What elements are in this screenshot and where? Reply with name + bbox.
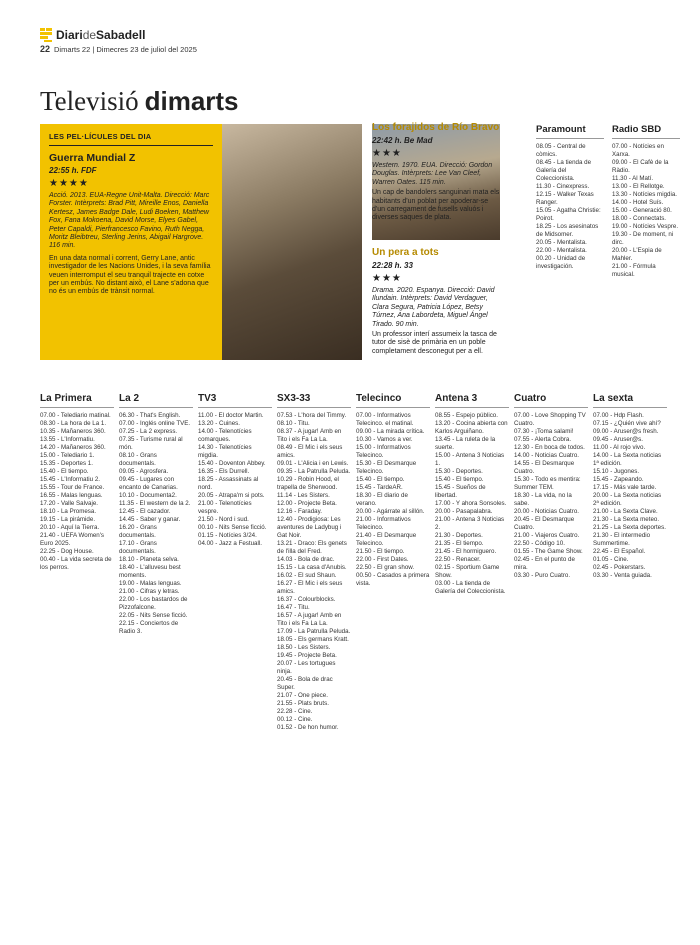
schedule-entry: 18.05 - Els germans Kratt.: [277, 636, 349, 643]
schedule-entry: 02.15 - Sportium Game Show.: [435, 564, 500, 579]
schedule-entry: 17.00 - Y ahora Sonsoles.: [435, 500, 507, 507]
schedule-entry: 08.10 - Titu.: [277, 420, 310, 427]
schedule-entry: 14.00 - Noticias Cuatro.: [514, 452, 579, 459]
film2: [372, 122, 500, 223]
channel-name: SX3-33: [277, 393, 351, 408]
schedule-entry: 15.45 - TardeAR.: [356, 484, 403, 491]
film2-meta: 22:42 h. Be Mad: [372, 136, 433, 145]
schedule-entry: 15.40 - El tiempo.: [435, 476, 484, 483]
schedule-entry: 14.00 - Telenotícies comarques.: [198, 428, 252, 443]
schedule-entry: 06.30 - That's English.: [119, 412, 181, 419]
schedule-entry: 14.00 - Hotel Suís.: [612, 199, 664, 206]
film3: [372, 247, 500, 356]
schedule-entry: 15.45 - L'Informatiu 2.: [40, 476, 100, 483]
schedule-entry: 18.25 - Los asesinatos de Midsomer.: [536, 223, 599, 238]
schedule-entry: 13.21 - Draco: Els genets de l'illa del Fred.: [277, 540, 347, 555]
schedule-entry: 15.30 - El Desmarque Telecinco.: [356, 460, 417, 475]
schedule-entry: 21.50 - Nord i sud.: [198, 516, 249, 523]
schedule-entry: 18.10 - La Promesa.: [40, 508, 97, 515]
schedule-entry: 07.00 - Hdp Flash.: [593, 412, 644, 419]
featured-film-box: [40, 124, 222, 360]
featured-kicker: LES PEL·LÍCULES DEL DIA: [49, 132, 152, 141]
schedule-entry: 15.00 - Telediario 1.: [40, 452, 95, 459]
schedule-entry: 12.40 - Prodigiosa: Les aventures de Ladybug i Gat Noir.: [277, 516, 342, 539]
schedule-entry: 07.00 - Notícies en Xarxa.: [612, 143, 664, 158]
featured-synopsis: En una data normal i corrent, Gerry Lane, antic investigador de les Nacions Unides, i la seva família veuen interromput el seu tranquil trajecte en cotxe per un embús. No distant això, el Lane s'adona que no és un embús de trànsit normal.: [49, 254, 211, 296]
channel-radio-sbd: [612, 124, 680, 279]
schedule-entry: 21.00 - Fórmula musical.: [612, 263, 656, 278]
schedule-entry: 15.15 - La casa d'Anubis.: [277, 564, 347, 571]
schedule-entry: 00.40 - La vida secreta de los perros.: [40, 556, 112, 571]
section-title: Televisió dimarts: [40, 86, 239, 116]
schedule-entry: 13.20 - Cocina abierta con Karlos Arguiñano.: [435, 420, 508, 435]
schedule-entry: 00.12 - Cine.: [277, 716, 313, 723]
schedule-entry: 15.30 - Deportes.: [435, 468, 483, 475]
channel-name: Telecinco: [356, 393, 430, 408]
schedule-entry: 21.40 - El Desmarque Telecinco.: [356, 532, 417, 547]
featured-credits: Acció. 2013. EUA-Regne Unit-Malta. Direcció: Marc Forster. Intèrprets: Brad Pitt, Mireille Enos, Daniella Kertesz, James Badge Dale, Ludi Boeken, Matthew Fox, Fana Mokoena, David Morse, Elyes Gabel, Peter Capaldi, Pierfrancesco Favino, Ruth Negga, Moritz Bleibtreu, Sterling Jerins, Abigail Hargrove. 116 min.: [49, 192, 210, 250]
schedule-entry: 21.00 - Informativos Telecinco.: [356, 516, 411, 531]
schedule-entry: 16.37 - Colourblocks.: [277, 596, 336, 603]
schedule-entry: 07.53 - L'hora del Timmy.: [277, 412, 347, 419]
schedule-entry: 08.10 - Grans documentals.: [119, 452, 157, 467]
schedule-entry: 20.45 - Bola de drac Super.: [277, 676, 333, 691]
schedule-entry: 15.35 - Deportes 1.: [40, 460, 93, 467]
channel-name: TV3: [198, 393, 272, 408]
schedule-entry: 09.45 - Aruser@s.: [593, 436, 643, 443]
schedule-entry: 09.35 - La Patrulla Peluda.: [277, 468, 351, 475]
schedule-entry: 15.00 - Informativos Telecinco.: [356, 444, 411, 459]
channel-paramount: [536, 124, 604, 271]
schedule-entry: 14.55 - El Desmarque Cuatro.: [514, 460, 575, 475]
schedule-entry: 09.45 - Lugares con encanto de Canarias.: [119, 476, 178, 491]
schedule-entry: 01.05 - Cine.: [593, 556, 629, 563]
schedule-entry: 14.45 - Saber y ganar.: [119, 516, 181, 523]
channel-name: Paramount: [536, 124, 604, 139]
schedule-entry: 08.45 - La tienda de Galería del Coleccionista.: [536, 159, 592, 182]
schedule-entry: 12.15 - Walker Texas Ranger.: [536, 191, 594, 206]
channel-column: [198, 393, 272, 548]
schedule-entry: 19.00 - Malas lenguas.: [119, 580, 182, 587]
schedule-entry: 10.10 - Documenta2.: [119, 492, 177, 499]
schedule-entry: 07.00 - Love Shopping TV Cuatro.: [514, 412, 586, 427]
schedule-entry: 10.29 - Robin Hood, el trapella de Sherwood.: [277, 476, 339, 491]
schedule-entry: 09.05 - Agrosfera.: [119, 468, 169, 475]
schedule-entry: 00.10 - Nits Sense ficció.: [198, 524, 267, 531]
schedule-entry: 03.30 - Venta guiada.: [593, 572, 652, 579]
schedule-entry: 21.45 - El hormiguero.: [435, 548, 497, 555]
schedule-entry: 18.30 - La vida, no la sabe.: [514, 492, 572, 507]
schedule-entry: 00.20 - Unidad de investigación.: [536, 255, 586, 270]
schedule-entry: 16.57 - A jugar! Amb en Tito i els Fa La La.: [277, 612, 342, 627]
schedule-entry: 12.00 - Projecte Beta.: [277, 500, 337, 507]
schedule-entry: 18.50 - Les Sisters.: [277, 644, 331, 651]
schedule-entry: 13.30 - Notícies migdia.: [612, 191, 677, 198]
schedule-entry: 07.35 - Turisme rural al món.: [119, 436, 183, 451]
schedule-entry: 08.30 - La hora de La 1.: [40, 420, 107, 427]
schedule-entry: 20.05 - Mentalista.: [536, 239, 587, 246]
schedule-entry: 15.45 - Sueños de libertad.: [435, 484, 486, 499]
channel-name: Radio SBD: [612, 124, 680, 139]
schedule-entry: 11.30 - Al Matí.: [612, 175, 654, 182]
schedule-entry: 22.05 - Nits Sense ficció.: [119, 612, 188, 619]
schedule-entry: 12.16 - Faraday.: [277, 508, 322, 515]
schedule-entry: 15.30 - Todo es mentira: Summer TEM.: [514, 476, 581, 491]
dateline: 22 Dimarts 22 | Dimecres 23 de juliol del 2025: [40, 44, 197, 54]
schedule-entry: 01.52 - De hon humor.: [277, 724, 339, 731]
schedule-entry: 14.03 - Bola de drac.: [277, 556, 335, 563]
schedule-entry: 16.27 - El Mic i els seus amics.: [277, 580, 343, 595]
schedule-entry: 09.00 - La mirada crítica.: [356, 428, 425, 435]
schedule-entry: 15.05 - Agatha Christie: Poirot.: [536, 207, 601, 222]
schedule-entry: 07.15 - ¿Quién vive ahí?: [593, 420, 661, 427]
schedule-entry: 18.00 - Connectats.: [612, 215, 667, 222]
schedule-entry: 15.00 - Antena 3 Noticias 1.: [435, 452, 505, 467]
logo: [40, 28, 680, 42]
channel-name: Antena 3: [435, 393, 509, 408]
schedule-entry: 21.00 - Cifras y letras.: [119, 588, 180, 595]
schedule-entry: 15.00 - Generació 80.: [612, 207, 672, 214]
schedule-entry: 21.07 - One piece.: [277, 692, 328, 699]
schedule-entry: 07.30 - ¡Toma salami!: [514, 428, 574, 435]
schedule-entry: 15.40 - El tiempo.: [40, 468, 89, 475]
schedule-entry: 01.15 - Notícies 3/24.: [198, 532, 257, 539]
schedule-entry: 21.50 - El tiempo.: [356, 548, 405, 555]
channel-column: [435, 393, 509, 596]
schedule-entry: 18.25 - Assassinats al nord.: [198, 476, 259, 491]
schedule-entry: 20.00 - Agárrate al sillón.: [356, 508, 425, 515]
featured-photo: [222, 124, 362, 360]
schedule-entry: 15.40 - El tiempo.: [356, 476, 405, 483]
schedule-entry: 15.40 - Doventon Abbey.: [198, 460, 266, 467]
schedule-entry: 12.45 - El cazador.: [119, 508, 171, 515]
schedule-entry: 16.47 - Titu.: [277, 604, 310, 611]
schedule-entry: 11.35 - El western de la 2.: [119, 500, 191, 507]
schedule-entry: 19.00 - Notícies Vespre.: [612, 223, 679, 230]
schedule-entry: 20.00 - Pasapalabra.: [435, 508, 493, 515]
logo-mark-icon: [40, 28, 52, 42]
schedule-entry: 11.00 - Al rojo vivo.: [593, 444, 646, 451]
schedule-entry: 07.55 - Alerta Cobra.: [514, 436, 572, 443]
schedule-entry: 04.00 - Jazz a Festuall.: [198, 540, 262, 547]
channel-name: La sexta: [593, 393, 667, 408]
schedule-entry: 22.50 - Renacer.: [435, 556, 481, 563]
schedule-entry: 16.55 - Malas lenguas.: [40, 492, 103, 499]
schedule-entry: 16.02 - El sud Shaun.: [277, 572, 337, 579]
schedule-entry: 13.45 - La ruleta de la suerte.: [435, 436, 496, 451]
film2-rating: ★★★: [372, 148, 402, 159]
channel-column: [514, 393, 588, 580]
film2-credits: Western. 1970. EUA. Direcció: Gordon Douglas. Intèrprets: Lee Van Cleef, Warren Oates. 115 min.: [372, 162, 493, 186]
featured-title: Guerra Mundial Z: [49, 152, 136, 164]
channel-name: Cuatro: [514, 393, 588, 408]
channel-column: [593, 393, 667, 580]
schedule-entry: 21.30 - Deportes.: [435, 532, 483, 539]
schedule-entry: 03.00 - La tienda de Galería del Coleccionista.: [435, 580, 506, 595]
schedule-entry: 19.45 - Projecte Beta.: [277, 652, 337, 659]
channel-name: La Primera: [40, 393, 114, 408]
schedule-entry: 16.20 - Grans documentals.: [119, 524, 157, 539]
brand-name: DiarideSabadell: [56, 28, 146, 42]
schedule-list: [612, 143, 680, 279]
schedule-entry: 22.00 - Los bastardos de Pizzofalcone.: [119, 596, 188, 611]
featured-rating: ★★★★: [49, 178, 89, 189]
schedule-list: [536, 143, 604, 271]
schedule-entry: 21.30 - El intermedio Summertime.: [593, 532, 651, 547]
masthead: [40, 28, 680, 66]
schedule-entry: 11.14 - Les Sisters.: [277, 492, 330, 499]
channel-column: [356, 393, 430, 588]
schedule-entry: 07.00 - Inglés online TVE.: [119, 420, 191, 427]
schedule-entry: 03.30 - Puro Cuatro.: [514, 572, 571, 579]
schedule-entry: 18.10 - Planeta selva.: [119, 556, 179, 563]
schedule-entry: 13.20 - Cuines.: [198, 420, 240, 427]
schedule-entry: 09.01 - L'Alicia i en Lewis.: [277, 460, 349, 467]
schedule-entry: 13.00 - El Rellotge.: [612, 183, 665, 190]
schedule-entry: 20.45 - El Desmarque Cuatro.: [514, 516, 575, 531]
schedule-entry: 15.10 - Jugones.: [593, 468, 640, 475]
schedule-entry: 20.00 - Noticias Cuatro.: [514, 508, 579, 515]
schedule-entry: 22.50 - El gran show.: [356, 564, 415, 571]
schedule-entry: 07.00 - Telediario matinal.: [40, 412, 111, 419]
schedule-entry: 08.49 - El Mic i els seus amics.: [277, 444, 343, 459]
schedule-entry: 21.00 - La Sexta Clave.: [593, 508, 658, 515]
schedule-entry: 08.37 - A jugar! Amb en Tito i els Fa La La.: [277, 428, 342, 443]
schedule-entry: 22.15 - Conciertos de Radio 3.: [119, 620, 179, 635]
schedule-entry: 17.20 - Valle Salvaje.: [40, 500, 99, 507]
channel-column: [119, 393, 193, 636]
schedule-entry: 22.00 - First Dates.: [356, 556, 409, 563]
film3-rating: ★★★: [372, 273, 402, 284]
schedule-entry: 07.25 - La 2 express.: [119, 428, 178, 435]
schedule-entry: 18.40 - L'alluvesu best moments.: [119, 564, 181, 579]
schedule-entry: 02.45 - Pokerstars.: [593, 564, 646, 571]
film2-title: Los forajidos de Río Bravo: [372, 122, 500, 133]
schedule-entry: 01.55 - The Game Show.: [514, 548, 583, 555]
schedule-entry: 19.15 - La pirámide.: [40, 516, 96, 523]
schedule-entry: 09.00 - El Cafè de la Ràdio.: [612, 159, 669, 174]
schedule-entry: 21.35 - El tiempo.: [435, 540, 484, 547]
schedule-entry: 20.10 - Aquí la Tierra.: [40, 524, 100, 531]
schedule-entry: 21.00 - Viajeros Cuatro.: [514, 532, 580, 539]
schedule-entry: 13.55 - L'Informatiu.: [40, 436, 95, 443]
schedule-entry: 14.20 - Mañaneros 360.: [40, 444, 106, 451]
schedule-entry: 08.55 - Espejo público.: [435, 412, 498, 419]
schedule-entry: 20.00 - La Sexta noticias 2ª edición.: [593, 492, 662, 507]
film3-title: Un pera a tots: [372, 247, 439, 258]
schedule-entry: 21.30 - La Sexta meteo.: [593, 516, 660, 523]
schedule-entry: 20.07 - Les tortugues ninja.: [277, 660, 336, 675]
schedule-entry: 02.45 - En el punto de mira.: [514, 556, 575, 571]
schedule-entry: 14.30 - Telenotícies migdia.: [198, 444, 252, 459]
schedule-entry: 17.09 - La Patrulla Peluda.: [277, 628, 351, 635]
schedule-entry: 21.00 - Telenotícies vespre.: [198, 500, 252, 515]
schedule-entry: 21.55 - Plats bruts.: [277, 700, 329, 707]
schedule-entry: 14.00 - La Sexta noticias 1ª edición.: [593, 452, 662, 467]
channel-column: [40, 393, 114, 572]
featured-meta: 22:55 h. FDF: [49, 166, 97, 175]
channel-column: [277, 393, 351, 732]
film3-credits: Drama. 2020. Espanya. Direcció: David Ilundain. Intèrprets: David Verdaguer, Clara Segura, Patricia López, Betsy Túrnez, Ana Labordeta, Miguel Ángel Tirado. 90 min.: [372, 287, 495, 328]
schedule-entry: 22.50 - Código 10.: [514, 540, 565, 547]
schedule-entry: 10.30 - Vamos a ver.: [356, 436, 413, 443]
schedule-entry: 20.00 - L'Espia de Mahler.: [612, 247, 662, 262]
schedule-entry: 18.30 - El diario de verano.: [356, 492, 408, 507]
schedule-entry: 20.05 - Atrapa'm si pots.: [198, 492, 265, 499]
channel-name: La 2: [119, 393, 193, 408]
schedule-entry: 12.30 - En boca de todos.: [514, 444, 585, 451]
schedule-entry: 22.28 - Cine.: [277, 708, 313, 715]
schedule-entry: 17.15 - Más vale tarde.: [593, 484, 657, 491]
schedule-entry: 17.10 - Grans documentals.: [119, 540, 157, 555]
schedule-entry: 21.40 - UEFA Women's Euro 2025.: [40, 532, 105, 547]
schedule-entry: 09.00 - Aruser@s fresh.: [593, 428, 659, 435]
schedule-entry: 21.25 - La Sexta deportes.: [593, 524, 666, 531]
schedule-entry: 15.45 - Zapeando.: [593, 476, 644, 483]
schedule-entry: 16.35 - Els Durrell.: [198, 468, 250, 475]
page-number: 22: [40, 44, 51, 54]
schedule-entry: 10.35 - Mañaneros 360.: [40, 428, 106, 435]
schedule-entry: 22.25 - Dog House.: [40, 548, 94, 555]
schedule-entry: 22.00 - Mentalista.: [536, 247, 587, 254]
schedule-entry: 15.55 - Tour de France.: [40, 484, 105, 491]
schedule-entry: 07.00 - Informativos Telecinco. el matinal.: [356, 412, 414, 427]
schedule-entry: 21.00 - Antena 3 Noticias 2.: [435, 516, 505, 531]
schedule-entry: 08.05 - Central de còmics.: [536, 143, 586, 158]
schedule-entry: 11.30 - Cinexpress.: [536, 183, 590, 190]
schedule-entry: 22.45 - El Español.: [593, 548, 646, 555]
schedule-entry: 19.30 - De moment, ni dirc.: [612, 231, 674, 246]
film3-synopsis: Un professor interí assumeix la tasca de tutor de sisè de primària en un poble completament desconegut per a ell.: [372, 331, 497, 355]
film2-synopsis: Un cap de bandolers sanguinari mata els habitants d'un poblat per apoderar-se d'un carregament de fusells valuós i diverses saques de plata.: [372, 189, 500, 222]
schedule-entry: 00.50 - Casados a primera vista.: [356, 572, 430, 587]
film3-meta: 22:28 h. 33: [372, 261, 413, 270]
schedule-entry: 11.00 - El doctor Martin.: [198, 412, 264, 419]
